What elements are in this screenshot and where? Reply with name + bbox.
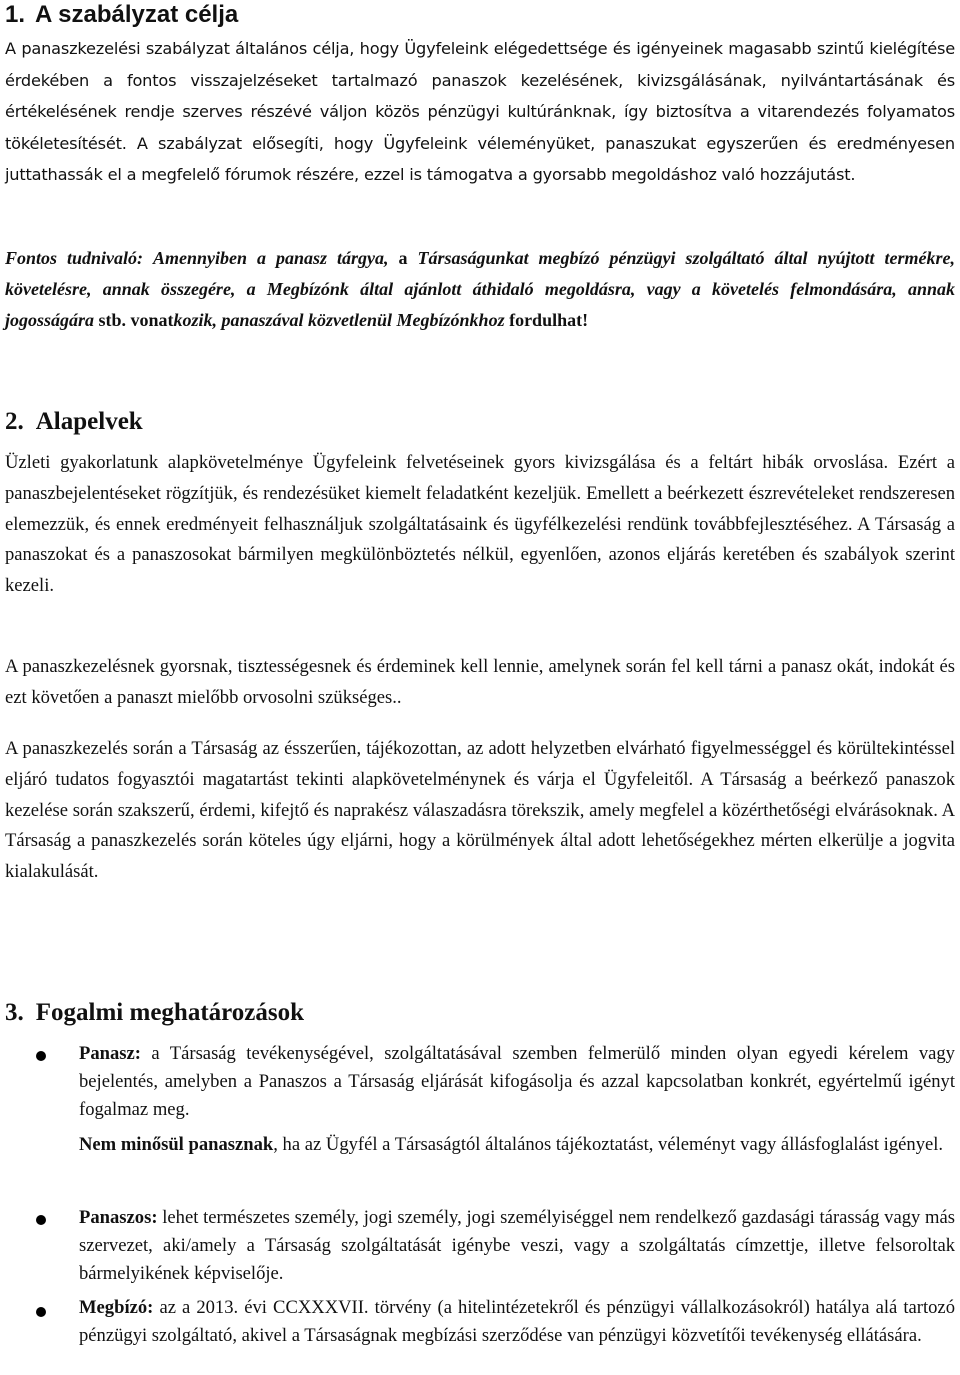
section-1-heading: [5, 0, 945, 30]
definition-panasz-text: a Társaság tevékenységével, szolgáltatásával szemben felmerülő minden olyan egyedi kérelem vagy bejelentés, amelyben a Panaszos a Társaság eljárását kifogásolja és azzal kapcsolatban konkrét, egyértelmű igényt fogalmaz meg.: [79, 1043, 955, 1121]
definition-nem-panasz: [79, 1131, 955, 1159]
section-2-paragraph-1: Üzleti gyakorlatunk alapkövetelménye Ügyfeleink felvetéseinek gyors kivizsgálása és a feltárt hibák orvoslása. Ezért a panaszbejelentéseket rögzítjük, és rendezésüket kiemelt feladatként kezeljük. Emellett a beérkezett észrevételeket rendszeresen elemezzük, és ennek eredményeit felhasználjuk szolgáltatásaink és ügyfélkezelési rendünk továbbfejlesztéséhez. A Társaság a panaszokat és a panaszosokat bármilyen megkülönböztetés nélkül, egyenlően, azonos eljárás keretében és szabályok szerint kezeli.: [5, 452, 955, 597]
section-1-title: A szabályzat célja: [35, 1, 239, 28]
note-part-2: a: [398, 248, 408, 268]
bullet-2: [36, 1215, 46, 1225]
section-3-title: Fogalmi meghatározások: [35, 999, 305, 1026]
note-part-4: stb. vonat: [98, 310, 174, 330]
definition-megbizo-text: az a 2013. évi CCXXXVII. törvény (a hitelintézetekről és pénzügyi vállalkozásokról) hatálya alá tartozó pénzügyi szolgáltató, akivel a Társaságnak megbízási szerződése van pénzügyi közvetítői tevékenység ellátására.: [79, 1297, 955, 1347]
term-megbizo: Megbízó:: [79, 1297, 154, 1318]
note-part-1: Amennyiben a panasz tárgya,: [153, 248, 389, 268]
definition-panasz: [79, 1040, 955, 1125]
note-part-5: kozik, panaszával közvetlenül Megbízónkhoz: [173, 310, 505, 330]
section-2-paragraph-2: A panaszkezelésnek gyorsnak, tisztességesnek és érdeminek kell lennie, amelynek során fel kell tárni a panasz okát, indokát és ezt követően a panaszt mielőbb orvosolni szükséges..: [5, 656, 955, 708]
section-1-paragraph: A panaszkezelési szabályzat általános célja, hogy Ügyfeleink elégedettsége és igényeinek magasabb szintű kielégítése érdekében a fontos visszajelzéseket tartalmazó panaszok kezelésének, kivizsgálásának, nyilvántartásának és értékelésének rendje szerves részévé váljon közös pénzügyi kultúránknak, így biztosítva a vitarendezés folyamatos tökéletesítését. A szabályzat elősegíti, hogy Ügyfeleink véleményüket, panaszukat egyszerűen és eredményesen juttathassák el a megfelelő fórumok részére, ezzel is támogatva a gyorsabb megoldáshoz való hozzájutást.: [5, 39, 955, 184]
note-label: Fontos tudnivaló:: [5, 248, 144, 268]
definition-panaszos-text: lehet természetes személy, jogi személy, jogi személyiséggel nem rendelkező gazdasági tárasság vagy más szervezet, aki/amely a Társaság szolgáltatását igénybe veszi, vagy a szolgáltatás címzettje, illetve felsoroltak bármelyikének képviselője.: [79, 1207, 955, 1285]
section-3-heading: [5, 998, 945, 1028]
term-nem-panasz: Nem minősül panasznak: [79, 1134, 274, 1155]
definition-panaszos: [79, 1204, 955, 1289]
term-panasz: Panasz:: [79, 1043, 141, 1064]
section-1-number: 1.: [5, 1, 26, 28]
definition-megbizo: [79, 1294, 955, 1350]
important-note: [5, 243, 955, 336]
section-2-paragraph-3: A panaszkezelés során a Társaság az ésszerűen, tájékozottan, az adott helyzetben elvárható figyelmességgel és körültekintéssel eljáró tudatos fogyasztói magatartást tekinti alapkövetelménynek és várja el Ügyfeleitől. A Társaság a beérkező panaszok kezelése során szakszerű, érdemi, kifejtő és naprakész válaszadásra törekszik, amely megfelel a közérthetőségi elvárásoknak. A Társaság a panaszkezelés során köteles úgy eljárni, hogy a körülmények által adott lehetőségekhez mérten elkerülje a jogvita kialakulását.: [5, 738, 955, 883]
section-2-number: 2.: [5, 408, 24, 435]
note-part-6: fordulhat!: [509, 310, 589, 330]
section-3-number: 3.: [5, 999, 24, 1026]
term-panaszos: Panaszos:: [79, 1207, 158, 1228]
note-part-3: Társaságunkat megbízó pénzügyi szolgáltató által nyújtott termékre, követelésre, annak összegére, a Megbízónk által ajánlott áthidaló megoldásra, vagy a követelés felmondására, annak jogosságára: [5, 248, 956, 330]
definition-nem-panasz-text: , ha az Ügyfél a Társaságtól általános tájékoztatást, véleményt vagy állásfoglalást igényel.: [273, 1134, 944, 1155]
section-2-heading: [5, 407, 945, 437]
bullet-1: [36, 1051, 46, 1061]
bullet-3: [36, 1307, 46, 1317]
section-2-title: Alapelvek: [35, 408, 143, 435]
